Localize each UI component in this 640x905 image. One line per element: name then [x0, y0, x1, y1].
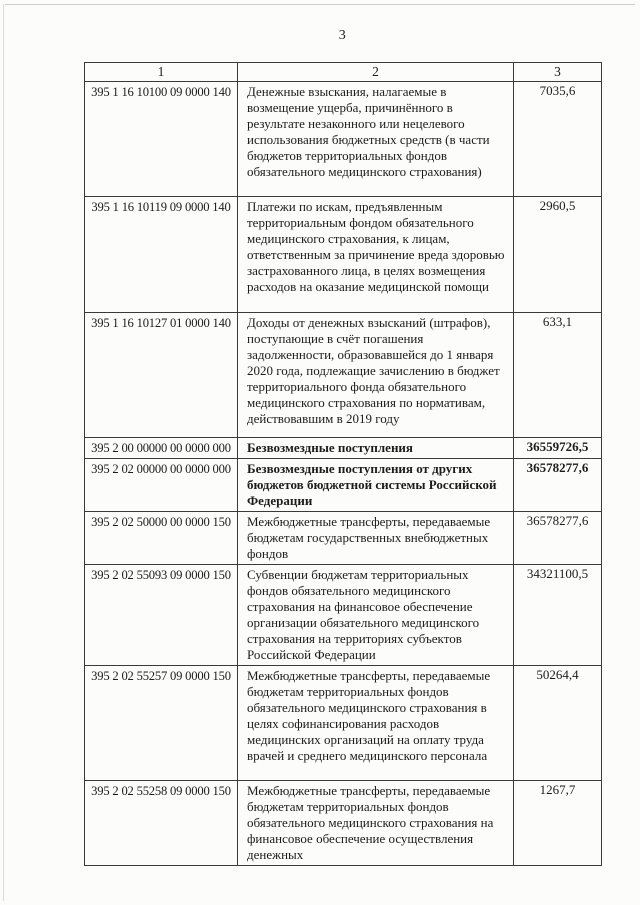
amount-cell: 36578277,6	[514, 459, 602, 512]
amount-cell: 36559726,5	[514, 438, 602, 459]
table-row	[85, 512, 602, 565]
column-header-2: 2	[238, 63, 514, 82]
budget-code-cell: 395 2 02 55258 09 0000 150	[85, 781, 238, 866]
amount-cell: 36578277,6	[514, 512, 602, 565]
scan-artifact-left-edge	[3, 4, 4, 901]
column-header-1: 1	[85, 63, 238, 82]
amount-cell: 7035,6	[514, 82, 602, 197]
budget-code-cell: 395 2 02 00000 00 0000 000	[85, 459, 238, 512]
table-row	[85, 781, 602, 866]
description-cell: Субвенции бюджетам территориальных фондов обязательного медицинского страхования на финансовое обеспечение организации обязательного медицинского страхования на территориях субъектов Российской Федерации	[238, 565, 514, 666]
table-row	[85, 459, 602, 512]
table-row	[85, 438, 602, 459]
amount-cell: 633,1	[514, 313, 602, 438]
description-cell: Межбюджетные трансферты, передаваемые бюджетам территориальных фондов обязательного медицинского страхования в целях софинансирования расходов медицинских организаций на оплату труда врачей и среднего медицинского персонала	[238, 666, 514, 781]
budget-code-cell: 395 1 16 10100 09 0000 140	[85, 82, 238, 197]
table-row	[85, 197, 602, 313]
budget-code-cell: 395 2 02 50000 00 0000 150	[85, 512, 238, 565]
description-cell: Доходы от денежных взысканий (штрафов), поступающие в счёт погашения задолженности, образовавшейся до 1 января 2020 года, подлежащие зачислению в бюджет территориального фонда обязательного медицинского страхования по нормативам, действовавшим в 2019 году	[238, 313, 514, 438]
description-cell: Денежные взыскания, налагаемые в возмещение ущерба, причинённого в результате незаконного или нецелевого использования бюджетных средств (в части бюджетов территориальных фондов обязательного медицинского страхования)	[238, 82, 514, 197]
budget-code-cell: 395 2 02 55257 09 0000 150	[85, 666, 238, 781]
column-header-3: 3	[514, 63, 602, 82]
amount-cell: 34321100,5	[514, 565, 602, 666]
description-cell: Безвозмездные поступления	[238, 438, 514, 459]
budget-code-cell: 395 1 16 10119 09 0000 140	[85, 197, 238, 313]
description-cell: Безвозмездные поступления от других бюджетов бюджетной системы Российской Федерации	[238, 459, 514, 512]
table-row	[85, 313, 602, 438]
amount-cell: 1267,7	[514, 781, 602, 866]
description-cell: Платежи по искам, предъявленным территориальным фондом обязательного медицинского страхования, к лицам, ответственным за причинение вреда здоровью застрахованного лица, в целях возмещения расходов на оказание медицинской помощи	[238, 197, 514, 313]
amount-cell: 2960,5	[514, 197, 602, 313]
amount-cell: 50264,4	[514, 666, 602, 781]
description-cell: Межбюджетные трансферты, передаваемые бюджетам государственных внебюджетных фондов	[238, 512, 514, 565]
table-row	[85, 666, 602, 781]
table-header-row	[85, 63, 602, 82]
budget-revenue-table	[84, 62, 602, 866]
description-cell: Межбюджетные трансферты, передаваемые бюджетам территориальных фондов обязательного медицинского страхования на финансовое обеспечение осуществления денежных	[238, 781, 514, 866]
budget-code-cell: 395 1 16 10127 01 0000 140	[85, 313, 238, 438]
table-row	[85, 82, 602, 197]
page-number: 3	[338, 28, 347, 43]
table-row	[85, 565, 602, 666]
scan-artifact-top-edge	[5, 4, 635, 5]
budget-code-cell: 395 2 00 00000 00 0000 000	[85, 438, 238, 459]
budget-code-cell: 395 2 02 55093 09 0000 150	[85, 565, 238, 666]
